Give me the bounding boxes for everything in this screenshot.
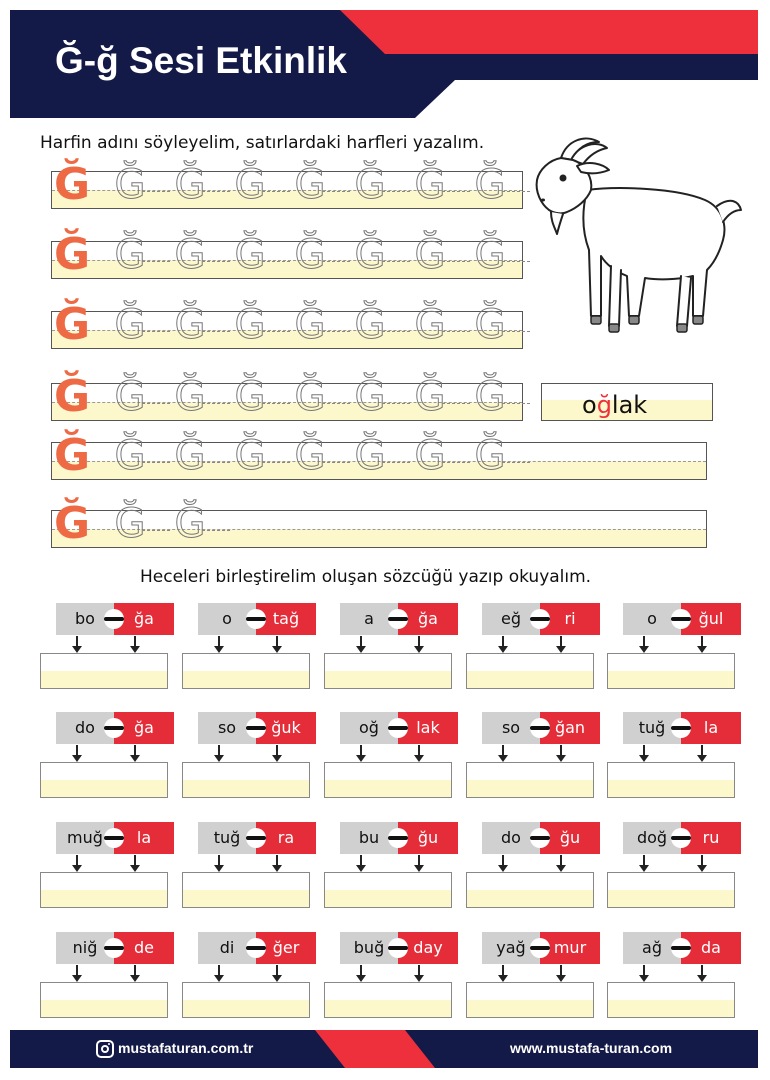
trace-letter: Ğ xyxy=(412,302,448,348)
trace-letter: Ğ xyxy=(112,374,148,420)
syllable-joint-icon xyxy=(671,609,691,629)
arrow-down-icon xyxy=(272,745,282,763)
trace-letter: Ğ xyxy=(172,374,208,420)
arrow-down-icon xyxy=(556,855,566,873)
guide-band xyxy=(325,671,451,688)
handwriting-instruction: Harfin adını söyleyelim, satırlardaki harfleri yazalım. xyxy=(40,133,485,153)
trace-letter: Ğ xyxy=(352,374,388,420)
model-letter: Ğ xyxy=(54,430,91,481)
guide-band xyxy=(467,1000,593,1017)
arrow-down-icon xyxy=(130,965,140,983)
arrow-down-icon xyxy=(697,636,707,654)
syllable-left: o xyxy=(198,603,256,635)
syllable-right: mur xyxy=(540,932,600,964)
syllable-right: ra xyxy=(256,822,316,854)
example-word: oğlak xyxy=(582,391,648,419)
syllable-right: ri xyxy=(540,603,600,635)
guide-band xyxy=(467,671,593,688)
answer-box[interactable] xyxy=(182,872,310,908)
syllable-right: da xyxy=(681,932,741,964)
instagram-icon xyxy=(96,1040,114,1058)
trace-letter: Ğ xyxy=(112,433,148,479)
syllable-left: yağ xyxy=(482,932,540,964)
trace-letter: Ğ xyxy=(292,302,328,348)
syllable-right: ğa xyxy=(114,712,174,744)
syllable-joint-icon xyxy=(104,609,124,629)
trace-letter: Ğ xyxy=(472,232,508,278)
footer-website[interactable]: www.mustafa-turan.com xyxy=(510,1040,673,1056)
syllable-left: do xyxy=(482,822,540,854)
guide-band xyxy=(608,780,734,797)
arrow-down-icon xyxy=(697,855,707,873)
arrow-down-icon xyxy=(414,965,424,983)
arrow-down-icon xyxy=(214,636,224,654)
guide-band xyxy=(183,671,309,688)
syllable-joint-icon xyxy=(246,609,266,629)
answer-box[interactable] xyxy=(324,762,452,798)
guide-band xyxy=(325,890,451,907)
answer-box[interactable] xyxy=(40,653,168,689)
arrow-down-icon xyxy=(214,855,224,873)
syllable-left: di xyxy=(198,932,256,964)
trace-letter: Ğ xyxy=(112,162,148,208)
arrow-down-icon xyxy=(639,855,649,873)
arrow-down-icon xyxy=(272,965,282,983)
guide-band xyxy=(183,890,309,907)
arrow-down-icon xyxy=(214,965,224,983)
syllable-left: niğ xyxy=(56,932,114,964)
answer-box[interactable] xyxy=(466,872,594,908)
arrow-down-icon xyxy=(356,855,366,873)
syllable-joint-icon xyxy=(671,718,691,738)
syllable-right: ru xyxy=(681,822,741,854)
syllable-right: ğer xyxy=(256,932,316,964)
goat-icon xyxy=(527,130,747,350)
syllable-joint-icon xyxy=(246,718,266,738)
trace-letter: Ğ xyxy=(232,374,268,420)
trace-letter: Ğ xyxy=(472,374,508,420)
answer-box[interactable] xyxy=(607,653,735,689)
syllable-left: oğ xyxy=(340,712,398,744)
syllable-right: ğu xyxy=(540,822,600,854)
guide-band xyxy=(608,671,734,688)
syllable-left: ağ xyxy=(623,932,681,964)
syllable-left: do xyxy=(56,712,114,744)
arrow-down-icon xyxy=(356,636,366,654)
arrow-down-icon xyxy=(498,855,508,873)
arrow-down-icon xyxy=(356,745,366,763)
page-title: Ğ-ğ Sesi Etkinlik xyxy=(55,40,347,81)
model-letter: Ğ xyxy=(54,229,91,280)
arrow-down-icon xyxy=(639,965,649,983)
syllable-right: ğan xyxy=(540,712,600,744)
model-letter: Ğ xyxy=(54,299,91,350)
trace-letter: Ğ xyxy=(412,162,448,208)
trace-letter: Ğ xyxy=(472,302,508,348)
trace-letter: Ğ xyxy=(232,162,268,208)
example-word-box xyxy=(541,383,713,421)
trace-letter: Ğ xyxy=(352,162,388,208)
answer-box[interactable] xyxy=(324,653,452,689)
arrow-down-icon xyxy=(498,965,508,983)
trace-letter: Ğ xyxy=(232,232,268,278)
arrow-down-icon xyxy=(130,855,140,873)
arrow-down-icon xyxy=(498,636,508,654)
trace-letter: Ğ xyxy=(292,374,328,420)
syllable-right: ğa xyxy=(398,603,458,635)
syllable-joint-icon xyxy=(104,718,124,738)
syllable-joint-icon xyxy=(388,828,408,848)
trace-letter: Ğ xyxy=(292,433,328,479)
trace-letter: Ğ xyxy=(412,374,448,420)
trace-letter: Ğ xyxy=(292,232,328,278)
model-letter: Ğ xyxy=(54,371,91,422)
syllable-left: so xyxy=(482,712,540,744)
practice-row[interactable] xyxy=(51,299,523,350)
syllable-right: ğuk xyxy=(256,712,316,744)
arrow-down-icon xyxy=(356,965,366,983)
arrow-down-icon xyxy=(556,965,566,983)
syllable-joint-icon xyxy=(104,938,124,958)
answer-box[interactable] xyxy=(607,872,735,908)
syllable-joint-icon xyxy=(388,609,408,629)
answer-box[interactable] xyxy=(182,653,310,689)
answer-box[interactable] xyxy=(324,982,452,1018)
arrow-down-icon xyxy=(272,636,282,654)
model-letter: Ğ xyxy=(54,498,91,549)
arrow-down-icon xyxy=(697,965,707,983)
practice-row[interactable] xyxy=(51,229,523,280)
syllable-left: muğ xyxy=(56,822,114,854)
syllable-left: doğ xyxy=(623,822,681,854)
answer-box[interactable] xyxy=(182,982,310,1018)
answer-box[interactable] xyxy=(324,872,452,908)
arrow-down-icon xyxy=(556,636,566,654)
syllable-left: tuğ xyxy=(198,822,256,854)
syllable-right: ğa xyxy=(114,603,174,635)
syllable-right: tağ xyxy=(256,603,316,635)
syllable-right: ğu xyxy=(398,822,458,854)
arrow-down-icon xyxy=(72,745,82,763)
guide-band xyxy=(41,1000,167,1017)
syllable-right: la xyxy=(681,712,741,744)
answer-box[interactable] xyxy=(466,982,594,1018)
trace-letter: Ğ xyxy=(292,162,328,208)
trace-letter: Ğ xyxy=(472,433,508,479)
syllable-left: bu xyxy=(340,822,398,854)
syllable-left: bo xyxy=(56,603,114,635)
trace-letter: Ğ xyxy=(172,433,208,479)
practice-row[interactable] xyxy=(51,498,707,549)
model-letter: Ğ xyxy=(54,159,91,210)
guide-band xyxy=(41,890,167,907)
syllable-right: la xyxy=(114,822,174,854)
arrow-down-icon xyxy=(72,855,82,873)
trace-letter: Ğ xyxy=(352,302,388,348)
trace-letter: Ğ xyxy=(232,302,268,348)
trace-letter: Ğ xyxy=(112,232,148,278)
syllable-left: so xyxy=(198,712,256,744)
answer-box[interactable] xyxy=(40,872,168,908)
answer-box[interactable] xyxy=(40,982,168,1018)
trace-letter: Ğ xyxy=(112,501,148,547)
syllable-joint-icon xyxy=(530,718,550,738)
syllable-right: de xyxy=(114,932,174,964)
arrow-down-icon xyxy=(414,636,424,654)
arrow-down-icon xyxy=(72,965,82,983)
arrow-down-icon xyxy=(639,745,649,763)
arrow-down-icon xyxy=(214,745,224,763)
syllable-joint-icon xyxy=(530,609,550,629)
trace-letter: Ğ xyxy=(172,232,208,278)
guide-band xyxy=(467,890,593,907)
syllable-joint-icon xyxy=(671,938,691,958)
answer-box[interactable] xyxy=(466,653,594,689)
syllable-joint-icon xyxy=(388,938,408,958)
trace-letter: Ğ xyxy=(412,232,448,278)
arrow-down-icon xyxy=(272,855,282,873)
syllable-joint-icon xyxy=(104,828,124,848)
arrow-down-icon xyxy=(414,855,424,873)
answer-box[interactable] xyxy=(607,982,735,1018)
syllable-right: ğul xyxy=(681,603,741,635)
arrow-down-icon xyxy=(697,745,707,763)
practice-row[interactable] xyxy=(51,159,523,210)
trace-letter: Ğ xyxy=(472,162,508,208)
practice-row[interactable] xyxy=(51,371,523,422)
syllable-joint-icon xyxy=(246,828,266,848)
syllable-left: o xyxy=(623,603,681,635)
syllable-joint-icon xyxy=(246,938,266,958)
syllable-right: lak xyxy=(398,712,458,744)
arrow-down-icon xyxy=(72,636,82,654)
guide-band xyxy=(467,780,593,797)
syllable-joint-icon xyxy=(671,828,691,848)
syllable-left: buğ xyxy=(340,932,398,964)
syllable-joint-icon xyxy=(388,718,408,738)
highlighted-letter: ğ xyxy=(596,391,612,419)
trace-letter: Ğ xyxy=(112,302,148,348)
syllable-left: eğ xyxy=(482,603,540,635)
trace-letter: Ğ xyxy=(172,162,208,208)
guide-band xyxy=(183,780,309,797)
arrow-down-icon xyxy=(498,745,508,763)
trace-letter: Ğ xyxy=(172,501,208,547)
syllable-left: a xyxy=(340,603,398,635)
guide-band xyxy=(41,780,167,797)
header-red-band xyxy=(340,10,758,54)
trace-letter: Ğ xyxy=(352,232,388,278)
syllable-joint-icon xyxy=(530,938,550,958)
guide-band xyxy=(52,529,706,547)
trace-letter: Ğ xyxy=(352,433,388,479)
trace-letter: Ğ xyxy=(232,433,268,479)
syllable-joint-icon xyxy=(530,828,550,848)
footer-instagram-handle[interactable]: mustafaturan.com.tr xyxy=(118,1040,254,1056)
answer-box[interactable] xyxy=(466,762,594,798)
arrow-down-icon xyxy=(130,745,140,763)
guide-band xyxy=(325,1000,451,1017)
arrow-down-icon xyxy=(556,745,566,763)
guide-band xyxy=(608,890,734,907)
answer-box[interactable] xyxy=(182,762,310,798)
arrow-down-icon xyxy=(130,636,140,654)
practice-row[interactable] xyxy=(51,430,707,481)
guide-band xyxy=(325,780,451,797)
answer-box[interactable] xyxy=(40,762,168,798)
answer-box[interactable] xyxy=(607,762,735,798)
syllable-right: day xyxy=(398,932,458,964)
guide-band xyxy=(41,671,167,688)
syllable-instruction: Heceleri birleştirelim oluşan sözcüğü yazıp okuyalım. xyxy=(140,567,592,587)
guide-band xyxy=(608,1000,734,1017)
trace-letter: Ğ xyxy=(412,433,448,479)
arrow-down-icon xyxy=(639,636,649,654)
syllable-left: tuğ xyxy=(623,712,681,744)
guide-band xyxy=(183,1000,309,1017)
arrow-down-icon xyxy=(414,745,424,763)
trace-letter: Ğ xyxy=(172,302,208,348)
